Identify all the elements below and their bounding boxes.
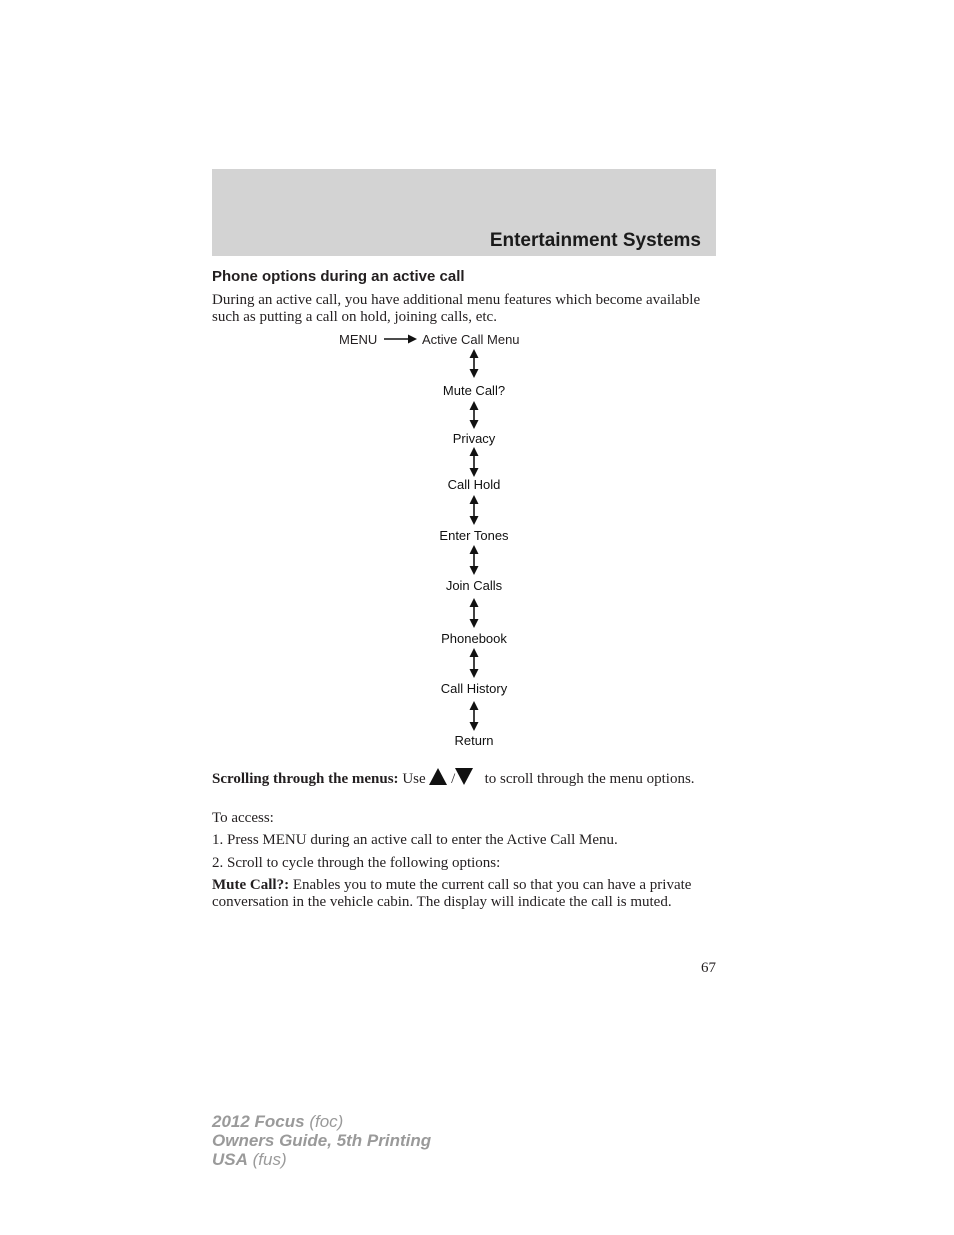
double-arrow-icon xyxy=(470,648,479,678)
up-triangle-icon xyxy=(429,768,447,785)
scrolling-separator: / xyxy=(451,771,456,787)
to-access-text: To access: xyxy=(212,810,274,826)
diagram-active-call-menu-label: Active Call Menu xyxy=(422,332,520,347)
mute-label: Mute Call?: xyxy=(212,877,290,893)
footer-region-code: (fus) xyxy=(252,1150,287,1169)
mute-text: Enables you to mute the current call so that you can have a private conversation in the vehicle cabin. The display will indicate the call is muted. xyxy=(212,877,692,910)
diagram-item: Mute Call? xyxy=(442,383,506,398)
diagram-item: Privacy xyxy=(452,431,496,446)
double-arrow-icon xyxy=(470,701,479,731)
diagram-item: Call History xyxy=(440,681,508,696)
scrolling-use-text: Use xyxy=(402,771,426,787)
scrolling-label: Scrolling through the menus: xyxy=(212,771,399,787)
scrolling-paragraph xyxy=(212,768,718,788)
scrolling-after-text: to scroll through the menu options. xyxy=(484,771,695,787)
footer-model-code: (foc) xyxy=(309,1112,344,1131)
step-1: 1. Press MENU during an active call to enter the Active Call Menu. xyxy=(212,832,618,848)
footer-guide: Owners Guide, 5th Printing xyxy=(212,1131,432,1150)
intro-paragraph: During an active call, you have additional menu features which become available such as putting a call on hold, joining calls, etc. xyxy=(212,292,701,325)
diagram-item: Phonebook xyxy=(441,631,507,646)
diagram-item: Enter Tones xyxy=(439,528,509,543)
double-arrow-icon xyxy=(470,598,479,628)
right-arrow-icon xyxy=(384,335,417,344)
footer-region-line xyxy=(212,1150,431,1169)
double-arrow-icon xyxy=(470,495,479,525)
double-arrow-icon xyxy=(470,447,479,477)
chapter-header-band xyxy=(212,169,716,256)
mute-paragraph xyxy=(212,877,718,910)
diagram-menu-label: MENU xyxy=(339,332,378,347)
diagram-item: Join Calls xyxy=(445,578,503,593)
footer-guide-line xyxy=(212,1131,431,1150)
document-footer xyxy=(212,1112,431,1169)
chapter-title: Entertainment Systems xyxy=(489,230,701,251)
diagram-item: Call Hold xyxy=(447,477,501,492)
diagram-item: Return xyxy=(454,733,494,748)
section-heading: Phone options during an active call xyxy=(212,268,465,285)
down-triangle-icon xyxy=(455,768,473,785)
double-arrow-icon xyxy=(470,349,479,378)
footer-model-line xyxy=(212,1112,431,1131)
page-number: 67 xyxy=(701,960,716,976)
step-2: 2. Scroll to cycle through the following options: xyxy=(212,855,501,871)
footer-region: USA xyxy=(212,1150,248,1169)
double-arrow-icon xyxy=(470,401,479,429)
double-arrow-icon xyxy=(470,545,479,575)
footer-model: 2012 Focus xyxy=(212,1112,305,1131)
